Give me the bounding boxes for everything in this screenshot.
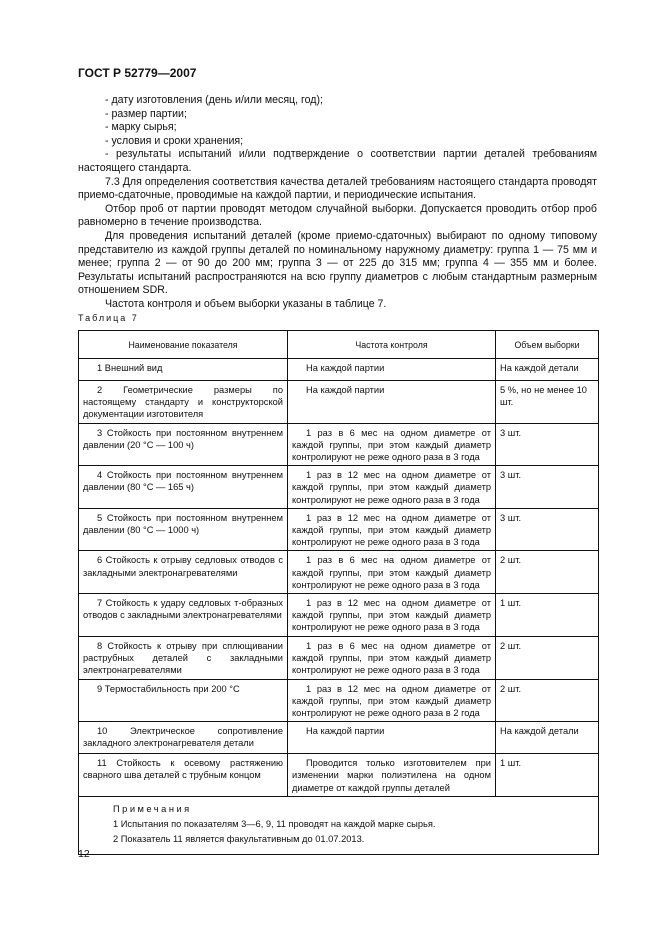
page-number: 12 [78, 848, 90, 860]
sample-size-cell [496, 722, 599, 754]
indicator-name-cell [79, 381, 288, 424]
cell-text: 8 Стойкость к отрыву при сплющивании раструбных деталей с закладными электронагревателями [83, 640, 283, 676]
table-row [79, 722, 599, 754]
body-text [78, 94, 597, 312]
cell-text: На каждой партии [306, 726, 385, 737]
cell-text: 2 шт. [500, 683, 522, 694]
table-row [79, 508, 599, 551]
cell-text: На каждой детали [500, 363, 579, 373]
cell-text: 2 Геометрические размеры по настоящему стандарту и конструкторской документации изготовителя [83, 385, 283, 420]
table-row [79, 754, 599, 797]
indicator-name-cell [79, 754, 288, 797]
control-frequency-cell [288, 466, 496, 509]
cell-text: На каждой партии [306, 385, 385, 395]
cell-text: 1 Внешний вид [97, 363, 163, 373]
indicator-name-cell [79, 594, 288, 637]
column-header: Наименование показателя [79, 331, 288, 359]
table-row [79, 466, 599, 509]
paragraph: Частота контроля и объем выборки указаны в таблице 7. [105, 297, 387, 310]
control-frequency-cell [288, 679, 496, 722]
cell-text: 2 шт. [500, 555, 522, 566]
cell-text: 1 раз в 6 мес на одном диаметре от каждой группы, при этом каждый диаметр контролируют не реже одного раза в 3 года [292, 427, 491, 463]
cell-text: 9 Термостабильность при 200 °C [97, 683, 240, 694]
table-7 [78, 330, 599, 855]
table-row [79, 359, 599, 381]
indicator-name-cell [79, 636, 288, 679]
sample-size-cell [496, 359, 599, 381]
notes-title: Примечания [113, 803, 192, 814]
list-item: - дату изготовления (день и/или месяц, год); [105, 94, 323, 106]
document-header: ГОСТ Р 52779—2007 [78, 66, 197, 80]
table-notes-row [79, 796, 599, 855]
sample-size-cell [496, 594, 599, 637]
table-row [79, 423, 599, 466]
cell-text: 1 шт. [500, 758, 522, 769]
cell-text: На каждой детали [500, 726, 579, 737]
table-row [79, 551, 599, 594]
control-frequency-cell [288, 722, 496, 754]
cell-text: 1 раз в 12 мес на одном диаметре от каждой группы, при этом каждый диаметр контролируют не реже одного раза в 3 года [292, 598, 491, 633]
indicator-name-cell [79, 551, 288, 594]
table-row [79, 636, 599, 679]
indicator-name-cell [79, 679, 288, 722]
cell-text: 4 Стойкость при постоянном внутреннем давлении (80 °C — 165 ч) [83, 470, 283, 493]
cell-text: На каждой партии [306, 363, 385, 373]
cell-text: 7 Стойкость к удару седловых т-образных отводов с закладными электронагревателями [83, 598, 283, 621]
cell-text: 1 шт. [500, 598, 522, 609]
cell-text: 3 шт. [500, 512, 522, 523]
cell-text: 1 раз в 12 мес на одном диаметре от каждой группы, при этом каждый диаметр контролируют не реже одного раза в 2 года [292, 683, 491, 719]
cell-text: 10 Электрическое сопротивление закладного электронагревателя детали [83, 726, 283, 749]
sample-size-cell [496, 423, 599, 466]
control-frequency-cell [288, 423, 496, 466]
cell-text: 3 Стойкость при постоянном внутреннем давлении (20 °C — 100 ч) [83, 427, 283, 450]
table-row [79, 381, 599, 424]
cell-text: 2 шт. [500, 640, 522, 651]
sample-size-cell [496, 636, 599, 679]
list-item: - размер партии; [105, 107, 187, 120]
cell-text: 3 шт. [500, 427, 522, 438]
cell-text: 6 Стойкость к отрыву седловых отводов с закладными электронагревателями [83, 555, 283, 578]
cell-text: 1 раз в 12 мес на одном диаметре от каждой группы, при этом каждый диаметр контролируют не реже одного раза в 3 года [292, 512, 491, 548]
column-header: Частота контроля [288, 331, 496, 359]
paragraph: Отбор проб от партии проводят методом случайной выборки. Допускается проводить отбор проб равномерно в течение производства. [78, 202, 597, 229]
table-row [79, 679, 599, 722]
sample-size-cell [496, 679, 599, 722]
list-item: - марку сырья; [105, 121, 177, 134]
indicator-name-cell [79, 359, 288, 381]
paragraph: 7.3 Для определения соответствия качества деталей требованиям настоящего стандарта проводят приемо-сдаточные, проводимые на каждой партии, и периодические испытания. [78, 175, 597, 202]
control-frequency-cell [288, 754, 496, 797]
table-notes [79, 796, 599, 855]
control-frequency-cell [288, 636, 496, 679]
control-frequency-cell [288, 594, 496, 637]
cell-text: 1 раз в 6 мес на одном диаметре от каждой группы, при этом каждый диаметр контролируют не реже одного раза в 3 года [292, 555, 491, 590]
table-header-row [79, 331, 599, 359]
control-frequency-cell [288, 551, 496, 594]
sample-size-cell [496, 381, 599, 424]
cell-text: 3 шт. [500, 470, 522, 481]
cell-text: Проводится только изготовителем при изменении марки полиэтилена на одном диаметре от каждой группы деталей [292, 758, 491, 793]
indicator-name-cell [79, 508, 288, 551]
control-frequency-cell [288, 359, 496, 381]
indicator-name-cell [79, 722, 288, 754]
table-row [79, 594, 599, 637]
cell-text: 11 Стойкость к осевому растяжению сварного шва деталей с трубным концом [83, 758, 283, 781]
sample-size-cell [496, 551, 599, 594]
sample-size-cell [496, 508, 599, 551]
cell-text: 1 раз в 12 мес на одном диаметре от каждой группы, при этом каждый диаметр контролируют не реже одного раза в 3 года [292, 470, 491, 505]
indicator-name-cell [79, 423, 288, 466]
sample-size-cell [496, 466, 599, 509]
list-item: - условия и сроки хранения; [105, 134, 244, 147]
list-item: - результаты испытаний и/или подтверждение о соответствии партии деталей требованиям настоящего стандарта. [78, 148, 597, 174]
control-frequency-cell [288, 381, 496, 424]
cell-text: 1 раз в 6 мес на одном диаметре от каждой группы, при этом каждый диаметр контролируют не реже одного раза в 3 года [292, 640, 491, 676]
paragraph: Для проведения испытаний деталей (кроме приемо-сдаточных) выбирают по одному типовому представителю из каждой группы деталей по номинальному наружному диаметру: группа 1 — 75 мм и менее; группа 2 — от 90 до 200 мм; группа 3 — от 225 до 315 мм; группа 4 — 355 мм и более. Результаты испытаний распространяются на всю группу диаметров с любым стандартным размерным отношением SDR. [78, 229, 597, 297]
note: 1 Испытания по показателям 3—6, 9, 11 проводят на каждой марке сырья. [113, 819, 436, 830]
table-caption: Таблица 7 [78, 313, 139, 323]
control-frequency-cell [288, 508, 496, 551]
indicator-name-cell [79, 466, 288, 509]
cell-text: 5 Стойкость при постоянном внутреннем давлении (80 °C — 1000 ч) [83, 512, 283, 536]
note: 2 Показатель 11 является факультативным до 01.07.2013. [113, 834, 365, 845]
column-header: Объем выборки [496, 331, 599, 359]
sample-size-cell [496, 754, 599, 797]
cell-text: 5 %, но не менее 10 шт. [500, 385, 587, 408]
